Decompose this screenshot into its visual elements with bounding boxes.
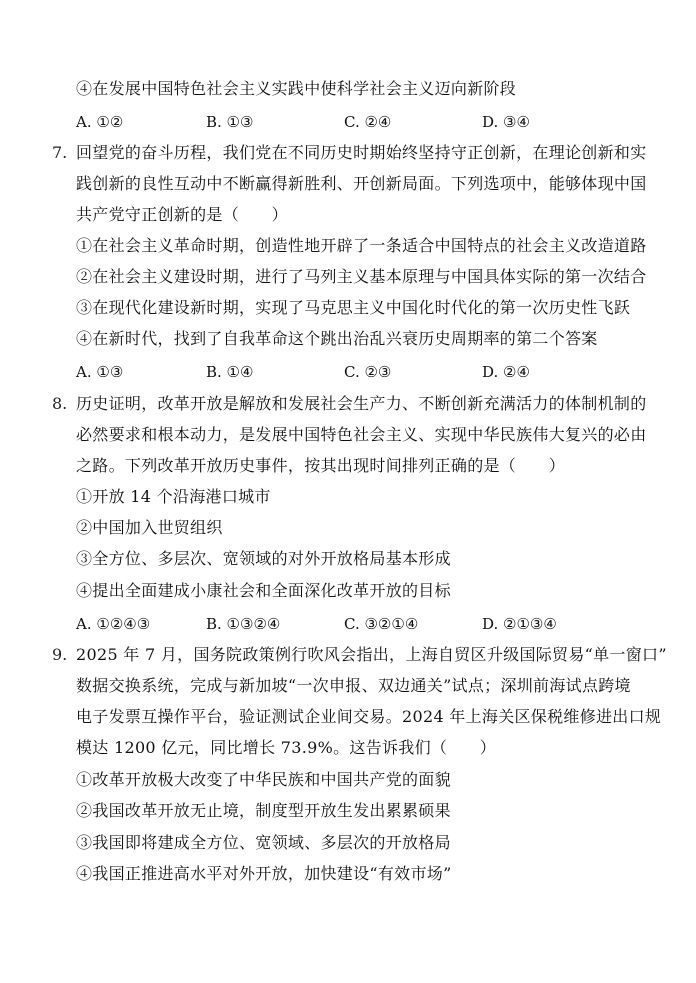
question-7-number: 7. [52,143,68,162]
question-8-number: 8. [52,394,68,413]
question-9-statement-3: ③我国即将建成全方位、宽领域、多层次的开放格局 [76,833,451,852]
question-9-stem-line-1: 2025 年 7 月，国务院政策例行吹风会指出，上海自贸区升级国际贸易“单一窗口” [76,645,667,664]
question-8-statement-1: ①开放 14 个沿海港口城市 [76,487,271,506]
prev-options [76,112,676,132]
question-8-stem-line-2: 必然要求和根本动力，是发展中国特色社会主义、实现中华民族伟大复兴的必由 [76,425,647,444]
question-7-option-c[interactable]: C. ②③ [344,363,392,381]
question-9-statement-2: ②我国改革开放无止境，制度型开放生发出累累硕果 [76,801,451,820]
prev-statement-4: ④在发展中国特色社会主义实践中使科学社会主义迈向新阶段 [76,79,517,98]
question-8-stem-line-1: 历史证明，改革开放是解放和发展社会生产力、不断创新充满活力的体制机制的 [76,394,647,413]
prev-option-c[interactable]: C. ②④ [344,113,392,131]
question-8-statement-2: ②中国加入世贸组织 [76,518,223,537]
question-7-option-a[interactable]: A. ①③ [76,363,124,381]
question-7-statement-3: ③在现代化建设新时期，实现了马克思主义中国化时代化的第一次历史性飞跃 [76,298,631,317]
question-9-stem-line-2: 数据交换系统，完成与新加坡“一次申报、双边通关”试点；深圳前海试点跨境 [76,676,631,695]
question-7-stem-line-1: 回望党的奋斗历程，我们党在不同历史时期始终坚持守正创新，在理论创新和实 [76,143,647,162]
prev-option-a[interactable]: A. ①② [76,113,124,131]
question-9-statement-4: ④我国正推进高水平对外开放，加快建设“有效市场” [76,864,452,883]
question-8-option-d[interactable]: D. ②①③④ [482,615,557,633]
question-9-number: 9. [52,645,68,664]
question-8-statement-4: ④提出全面建成小康社会和全面深化改革开放的目标 [76,581,451,600]
question-7-options [76,362,676,382]
question-7-option-d[interactable]: D. ②④ [482,363,530,381]
question-7-statement-4: ④在新时代，找到了自我革命这个跳出治乱兴衰历史周期率的第二个答案 [76,329,598,348]
question-8-option-a[interactable]: A. ①②④③ [76,615,151,633]
question-7-stem-line-3: 共产党守正创新的是（ ） [76,205,288,224]
question-9-statement-1: ①改革开放极大改变了中华民族和中国共产党的面貌 [76,770,451,789]
question-8-options [76,614,676,634]
question-7-stem-line-2: 践创新的良性互动中不断赢得新胜利、开创新局面。下列选项中，能够体现中国 [76,174,647,193]
prev-option-b[interactable]: B. ①③ [206,113,254,131]
question-8-option-b[interactable]: B. ①③②④ [206,615,281,633]
question-9-stem-line-4: 模达 1200 亿元，同比增长 73.9%。这告诉我们（ ） [76,738,497,757]
prev-option-d[interactable]: D. ③④ [482,113,530,131]
question-8-statement-3: ③全方位、多层次、宽领域的对外开放格局基本形成 [76,549,451,568]
question-8-stem-line-3: 之路。下列改革开放历史事件，按其出现时间排列正确的是（ ） [76,456,566,475]
question-7-statement-1: ①在社会主义革命时期，创造性地开辟了一条适合中国特点的社会主义改造道路 [76,236,647,255]
question-7-option-b[interactable]: B. ①④ [206,363,254,381]
question-8-option-c[interactable]: C. ③②①④ [344,615,419,633]
question-7-statement-2: ②在社会主义建设时期，进行了马列主义基本原理与中国具体实际的第一次结合 [76,267,647,286]
question-9-stem-line-3: 电子发票互操作平台，验证测试企业间交易。2024 年上海关区保税维修进出口规 [76,707,662,726]
